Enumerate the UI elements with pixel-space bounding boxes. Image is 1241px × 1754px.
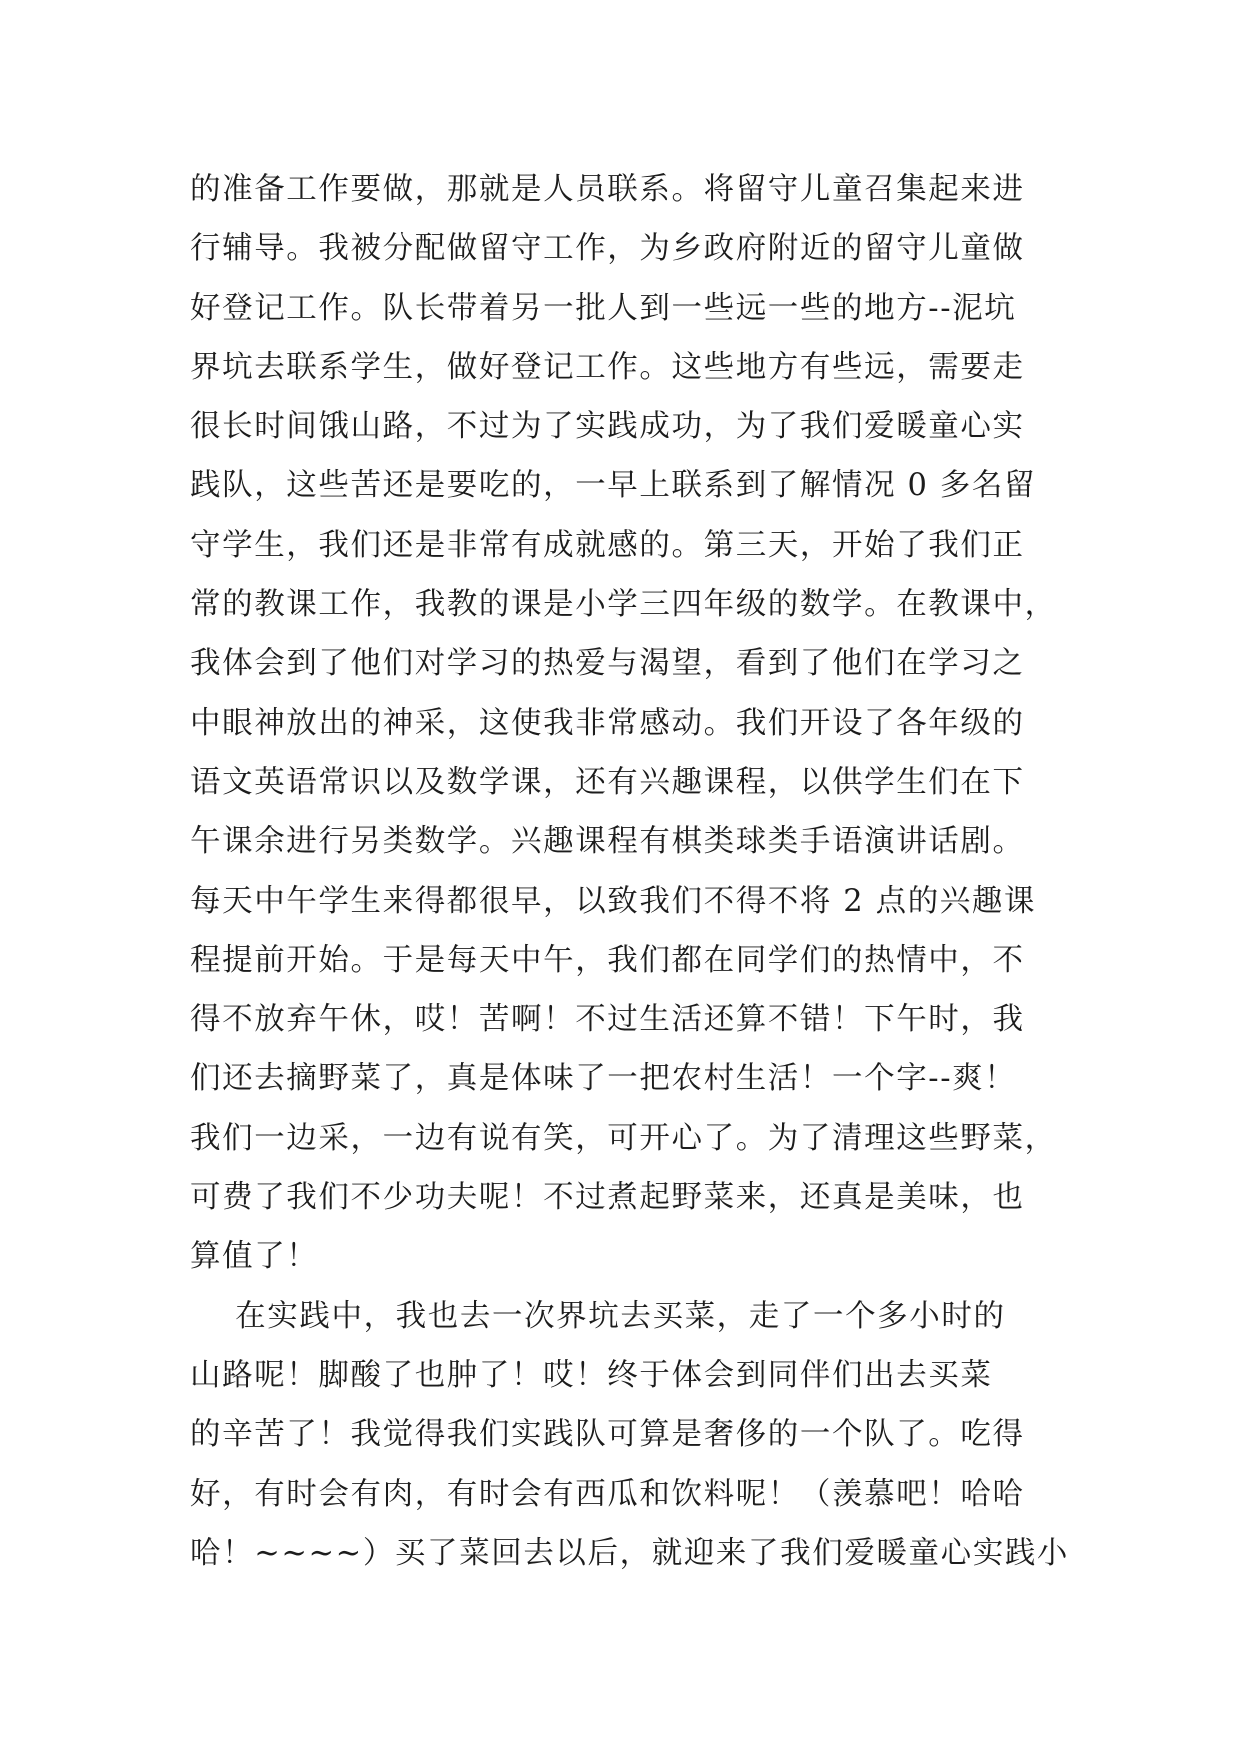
text-line-19: 算值了！ (190, 1239, 319, 1275)
text-line-16: 们还去摘野菜了，真是体味了一把农村生活！一个字--爽！ (190, 1061, 1017, 1097)
text-line-15: 得不放弃午休，哎！苦啊！不过生活还算不错！下午时，我 (190, 1002, 1025, 1038)
text-line-22: 的辛苦了！我觉得我们实践队可算是奢侈的一个队了。吃得 (190, 1417, 1025, 1453)
text-line-10: 中眼神放出的神采，这使我非常感动。我们开设了各年级的 (190, 705, 1025, 741)
body-text (190, 160, 1070, 1583)
text-line-1: 的准备工作要做，那就是人员联系。将留守儿童召集起来进 (190, 172, 1025, 207)
text-line-20: 在实践中，我也去一次界坑去买菜，走了一个多小时的 (190, 1298, 1006, 1334)
text-line-6: 践队，这些苦还是要吃的，一早上联系到了解情况 0 多名留 (190, 468, 1037, 504)
text-line-14: 程提前开始。于是每天中午，我们都在同学们的热情中，不 (190, 942, 1025, 978)
text-line-24: 哈！~~~~）买了菜回去以后，就迎来了我们爱暖童心实践小 (190, 1535, 1070, 1571)
text-line-2: 行辅导。我被分配做留守工作，为乡政府附近的留守儿童做 (190, 231, 1025, 267)
text-line-18: 可费了我们不少功夫呢！不过煮起野菜来，还真是美味，也 (190, 1180, 1025, 1216)
text-line-11: 语文英语常识以及数学课，还有兴趣课程，以供学生们在下 (190, 764, 1025, 800)
text-line-23: 好，有时会有肉，有时会有西瓜和饮料呢！（羡慕吧！哈哈 (190, 1476, 1025, 1512)
text-line-8: 常的教课工作，我教的课是小学三四年级的数学。在教课中， (190, 587, 1057, 623)
text-line-9: 我体会到了他们对学习的热爱与渴望，看到了他们在学习之 (190, 646, 1025, 682)
text-line-7: 守学生，我们还是非常有成就感的。第三天，开始了我们正 (190, 527, 1025, 563)
text-line-3: 好登记工作。队长带着另一批人到一些远一些的地方--泥坑 (190, 290, 1017, 326)
text-line-21: 山路呢！脚酸了也肿了！哎！终于体会到同伴们出去买菜 (190, 1357, 993, 1393)
text-line-13: 每天中午学生来得都很早，以致我们不得不将 2 点的兴趣课 (190, 883, 1037, 919)
text-line-5: 很长时间饿山路，不过为了实践成功，为了我们爱暖童心实 (190, 409, 1025, 445)
text-line-4: 界坑去联系学生，做好登记工作。这些地方有些远，需要走 (190, 349, 1025, 385)
text-line-12: 午课余进行另类数学。兴趣课程有棋类球类手语演讲话剧。 (190, 824, 1025, 860)
text-line-17: 我们一边采，一边有说有笑，可开心了。为了清理这些野菜， (190, 1120, 1057, 1156)
